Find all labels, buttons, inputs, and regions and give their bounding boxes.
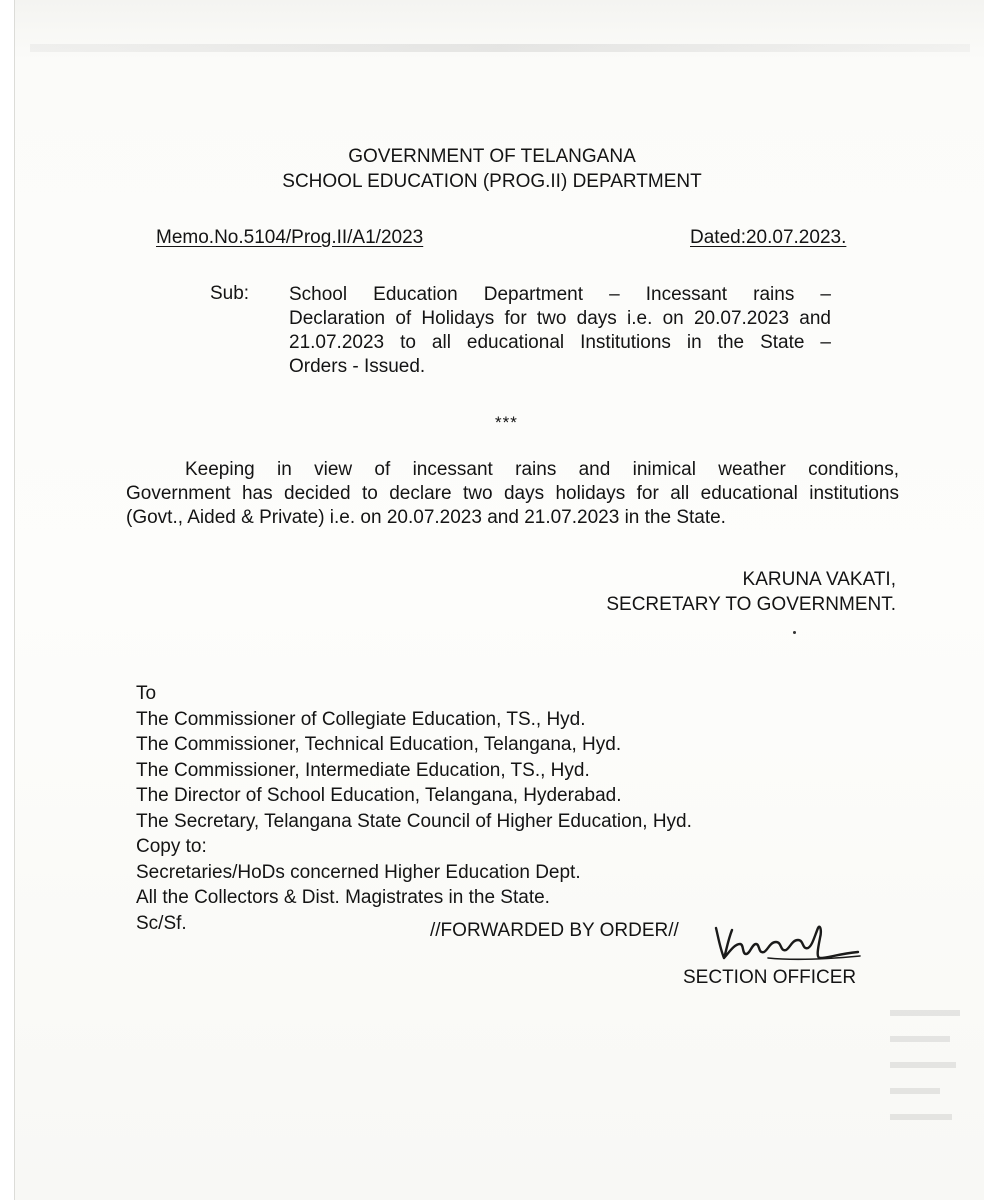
section-officer-title: SECTION OFFICER [683, 967, 857, 988]
distribution-list [136, 681, 692, 936]
section-separator: *** [495, 413, 518, 432]
recipient-item: The Commissioner of Collegiate Education, TS., Hyd. [136, 708, 586, 730]
memo-number: Memo.No.5104/Prog.II/A1/2023 [156, 227, 424, 248]
copy-item: All the Collectors & Dist. Magistrates in the State. [136, 887, 550, 908]
subject-line: 21.07.2023 to all educational Institutions in the State – [289, 332, 831, 353]
header-department: SCHOOL EDUCATION (PROG.II) DEPARTMENT [282, 171, 702, 192]
subject-text [289, 283, 831, 379]
ink-dot [793, 631, 796, 634]
subject-line: Orders - Issued. [289, 356, 426, 377]
forwarded-by-order: //FORWARDED BY ORDER// [430, 920, 679, 941]
subject-line: School Education Department – Incessant rains – [289, 284, 831, 305]
copy-item: Secretaries/HoDs concerned Higher Education Dept. [136, 861, 581, 883]
scan-artifact [30, 44, 970, 52]
show-through-artifact [890, 990, 970, 1190]
memo-date: Dated:20.07.2023. [690, 227, 847, 248]
recipient-item: The Secretary, Telangana State Council of Higher Education, Hyd. [136, 810, 692, 832]
recipient-item: The Commissioner, Technical Education, Telangana, Hyd. [136, 734, 622, 755]
recipient-item: The Commissioner, Intermediate Education, TS., Hyd. [136, 759, 590, 781]
signatory-name: KARUNA VAKATI, [742, 569, 896, 590]
to-label: To [136, 683, 157, 704]
signatory-title: SECRETARY TO GOVERNMENT. [606, 594, 896, 615]
handwritten-signature [708, 914, 868, 972]
subject-label: Sub: [210, 283, 250, 304]
recipient-item: The Director of School Education, Telangana, Hyderabad. [136, 785, 622, 806]
body-line: Keeping in view of incessant rains and inimical weather conditions, [185, 459, 899, 480]
signatory-block [560, 567, 896, 617]
body-paragraph [126, 458, 899, 530]
body-line: Government has decided to declare two days holidays for all educational institutions [126, 483, 899, 504]
copy-item: Sc/Sf. [136, 912, 187, 934]
body-line: (Govt., Aided & Private) i.e. on 20.07.2023 and 21.07.2023 in the State. [126, 507, 726, 528]
header-government: GOVERNMENT OF TELANGANA [348, 146, 636, 167]
copy-to-label: Copy to: [136, 836, 207, 857]
subject-line: Declaration of Holidays for two days i.e. on 20.07.2023 and [289, 308, 831, 329]
